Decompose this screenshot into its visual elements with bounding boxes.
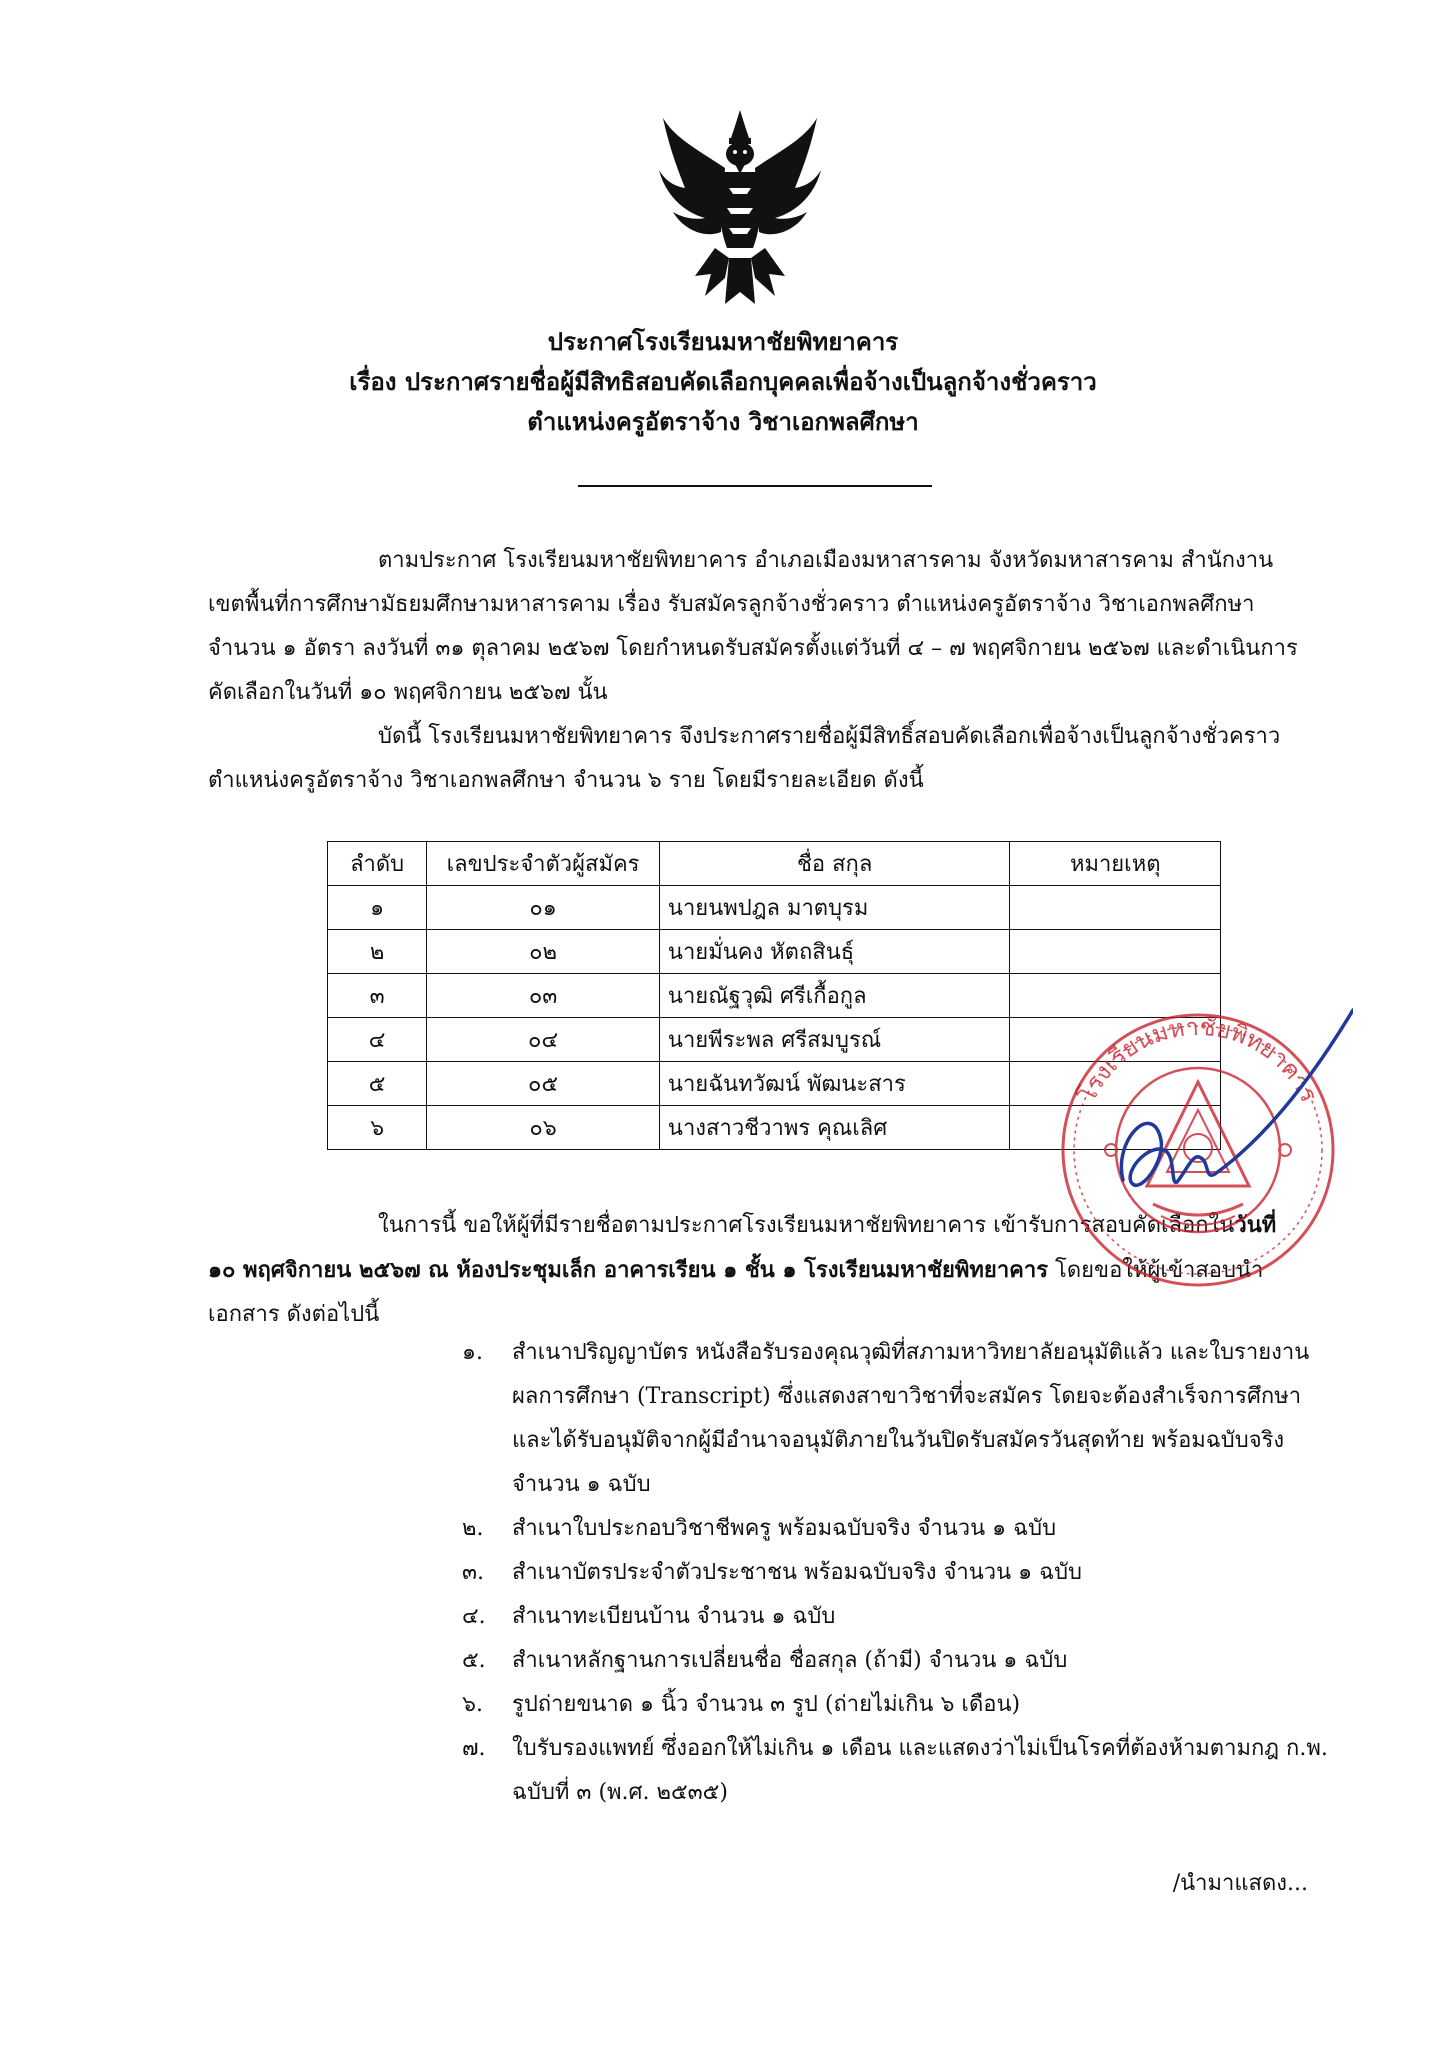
cell-remark [1010,930,1221,974]
list-item [462,1551,1332,1595]
header-name: ชื่อ สกุล [659,842,1010,886]
list-item-number: ๕. [462,1648,486,1673]
list-item-number: ๖. [462,1692,483,1717]
cell-remark [1010,974,1221,1018]
list-item-text: สำเนาใบประกอบวิชาชีพครู พร้อมฉบับจริง จำนวน ๑ ฉบับ [512,1516,1057,1541]
cell-name: นายพีระพล ศรีสมบูรณ์ [659,1018,1010,1062]
table-row [328,974,1221,1018]
cell-order: ๒ [328,930,427,974]
cell-order: ๔ [328,1018,427,1062]
exam-date-location: วันที่ ๑๐ พฤศจิกายน ๒๕๖๗ ณ ห้องประชุมเล็ก อาคารเรียน ๑ ชั้น ๑ โรงเรียนมหาชัยพิทยาคาร [208,1212,1277,1283]
list-item [462,1727,1332,1815]
candidate-table [327,841,1221,1150]
cell-name: นายมั่นคง หัตถสินธุ์ [659,930,1010,974]
cell-applicant-no: ๐๒ [427,930,660,974]
title-divider [578,485,932,487]
list-item-text: สำเนาทะเบียนบ้าน จำนวน ๑ ฉบับ [512,1604,836,1629]
list-item [462,1683,1332,1727]
table-row [328,1062,1221,1106]
cell-order: ๕ [328,1062,427,1106]
cell-applicant-no: ๐๖ [427,1106,660,1150]
announcement-title: ประกาศโรงเรียนมหาชัยพิทยาคาร [547,327,899,356]
header-applicant-no: เลขประจำตัวผู้สมัคร [427,842,660,886]
cell-remark [1010,1018,1221,1062]
list-item-text: สำเนาหลักฐานการเปลี่ยนชื่อ ชื่อสกุล (ถ้ามี) จำนวน ๑ ฉบับ [512,1648,1068,1673]
table-row [328,1106,1221,1150]
list-item-text: รูปถ่ายขนาด ๑ นิ้ว จำนวน ๓ รูป (ถ่ายไม่เกิน ๖ เดือน) [512,1692,1021,1717]
cell-order: ๓ [328,974,427,1018]
list-item-text: สำเนาปริญญาบัตร หนังสือรับรองคุณวุฒิที่สภามหาวิทยาลัยอนุมัติแล้ว และใบรายงานผลการศึกษา (Transcript) ซึ่งแสดงสาขาวิชาที่จะสมัคร โดยจะต้องสำเร็จการศึกษา และได้รับอนุมัติจากผู้มีอำนาจอนุมัติภายในวันปิดรับสมัครวันสุดท้าย พร้อมฉบับจริง จำนวน ๑ ฉบับ [512,1340,1310,1497]
cell-remark [1010,1106,1221,1150]
list-item-number: ๔. [462,1604,486,1629]
list-item-number: ๓. [462,1560,485,1585]
cell-order: ๑ [328,886,427,930]
list-item-text: ใบรับรองแพทย์ ซึ่งออกให้ไม่เกิน ๑ เดือน และแสดงว่าไม่เป็นโรคที่ต้องห้ามตามกฎ ก.พ. ฉบับที่ ๓ (พ.ศ. ๒๕๓๕) [512,1736,1328,1805]
continued-note: /นำมาแสดง... [1172,1871,1308,1896]
cell-name: นายนพปฎล มาตบุรม [659,886,1010,930]
list-item [462,1639,1332,1683]
table-row [328,930,1221,974]
announcement-subject: เรื่อง ประกาศรายชื่อผู้มีสิทธิสอบคัดเลือกบุคคลเพื่อจ้างเป็นลูกจ้างชั่วคราว [349,367,1097,396]
required-documents-list [462,1331,1332,1815]
announcement-paragraph: บัดนี้ โรงเรียนมหาชัยพิทยาคาร จึงประกาศรายชื่อผู้มีสิทธิ์สอบคัดเลือกเพื่อจ้างเป็นลูกจ้างชั่วคราว ตำแหน่งครูอัตราจ้าง วิชาเอกพลศึกษา จำนวน ๖ ราย โดยมีรายละเอียด ดังนี้ [208,724,1281,793]
list-item [462,1595,1332,1639]
exam-instruction-paragraph [208,1203,1308,1337]
list-item [462,1331,1332,1507]
cell-remark [1010,1062,1221,1106]
list-item-number: ๑. [462,1340,483,1365]
list-item [462,1507,1332,1551]
cell-applicant-no: ๐๕ [427,1062,660,1106]
table-row [328,1018,1221,1062]
header-remark: หมายเหตุ [1010,842,1221,886]
list-item-number: ๒. [462,1516,484,1541]
exam-instruction-end: โดยขอให้ผู้เข้าสอบนำเอกสาร ดังต่อไปนี้ [208,1258,1264,1327]
cell-order: ๖ [328,1106,427,1150]
announcement-position: ตำแหน่งครูอัตราจ้าง วิชาเอกพลศึกษา [527,407,919,436]
cell-applicant-no: ๐๑ [427,886,660,930]
cell-applicant-no: ๐๔ [427,1018,660,1062]
cell-applicant-no: ๐๓ [427,974,660,1018]
cell-name: นายฉันทวัฒน์ พัฒนะสาร [659,1062,1010,1106]
intro-paragraph: ตามประกาศ โรงเรียนมหาชัยพิทยาคาร อำเภอเมืองมหาสารคาม จังหวัดมหาสารคาม สำนักงานเขตพื้นที่การศึกษามัธยมศึกษามหาสารคาม เรื่อง รับสมัครลูกจ้างชั่วคราว ตำแหน่งครูอัตราจ้าง วิชาเอกพลศึกษา จำนวน ๑ อัตรา ลงวันที่ ๓๑ ตุลาคม ๒๕๖๗ โดยกำหนดรับสมัครตั้งแต่วันที่ ๔ – ๗ พฤศจิกายน ๒๕๖๗ และดำเนินการคัดเลือกในวันที่ ๑๐ พฤศจิกายน ๒๕๖๗ นั้น [208,548,1298,705]
cell-remark [1010,886,1221,930]
seal-text: โรงเรียนมหาชัยพิทยาคาร [1072,1012,1324,1107]
cell-name: นายณัฐวุฒิ ศรีเกื้อกูล [659,974,1010,1018]
table-header-row [328,842,1221,886]
cell-name: นางสาวชีวาพร คุณเลิศ [659,1106,1010,1150]
garuda-emblem-icon [655,108,825,308]
list-item-text: สำเนาบัตรประจำตัวประชาชน พร้อมฉบับจริง จำนวน ๑ ฉบับ [512,1560,1083,1585]
table-row [328,886,1221,930]
list-item-number: ๗. [462,1736,486,1761]
header-order: ลำดับ [328,842,427,886]
exam-instruction-start: ในการนี้ ขอให้ผู้ที่มีรายชื่อตามประกาศโรงเรียนมหาชัยพิทยาคาร เข้ารับการสอบคัดเลือกใน [378,1213,1235,1238]
